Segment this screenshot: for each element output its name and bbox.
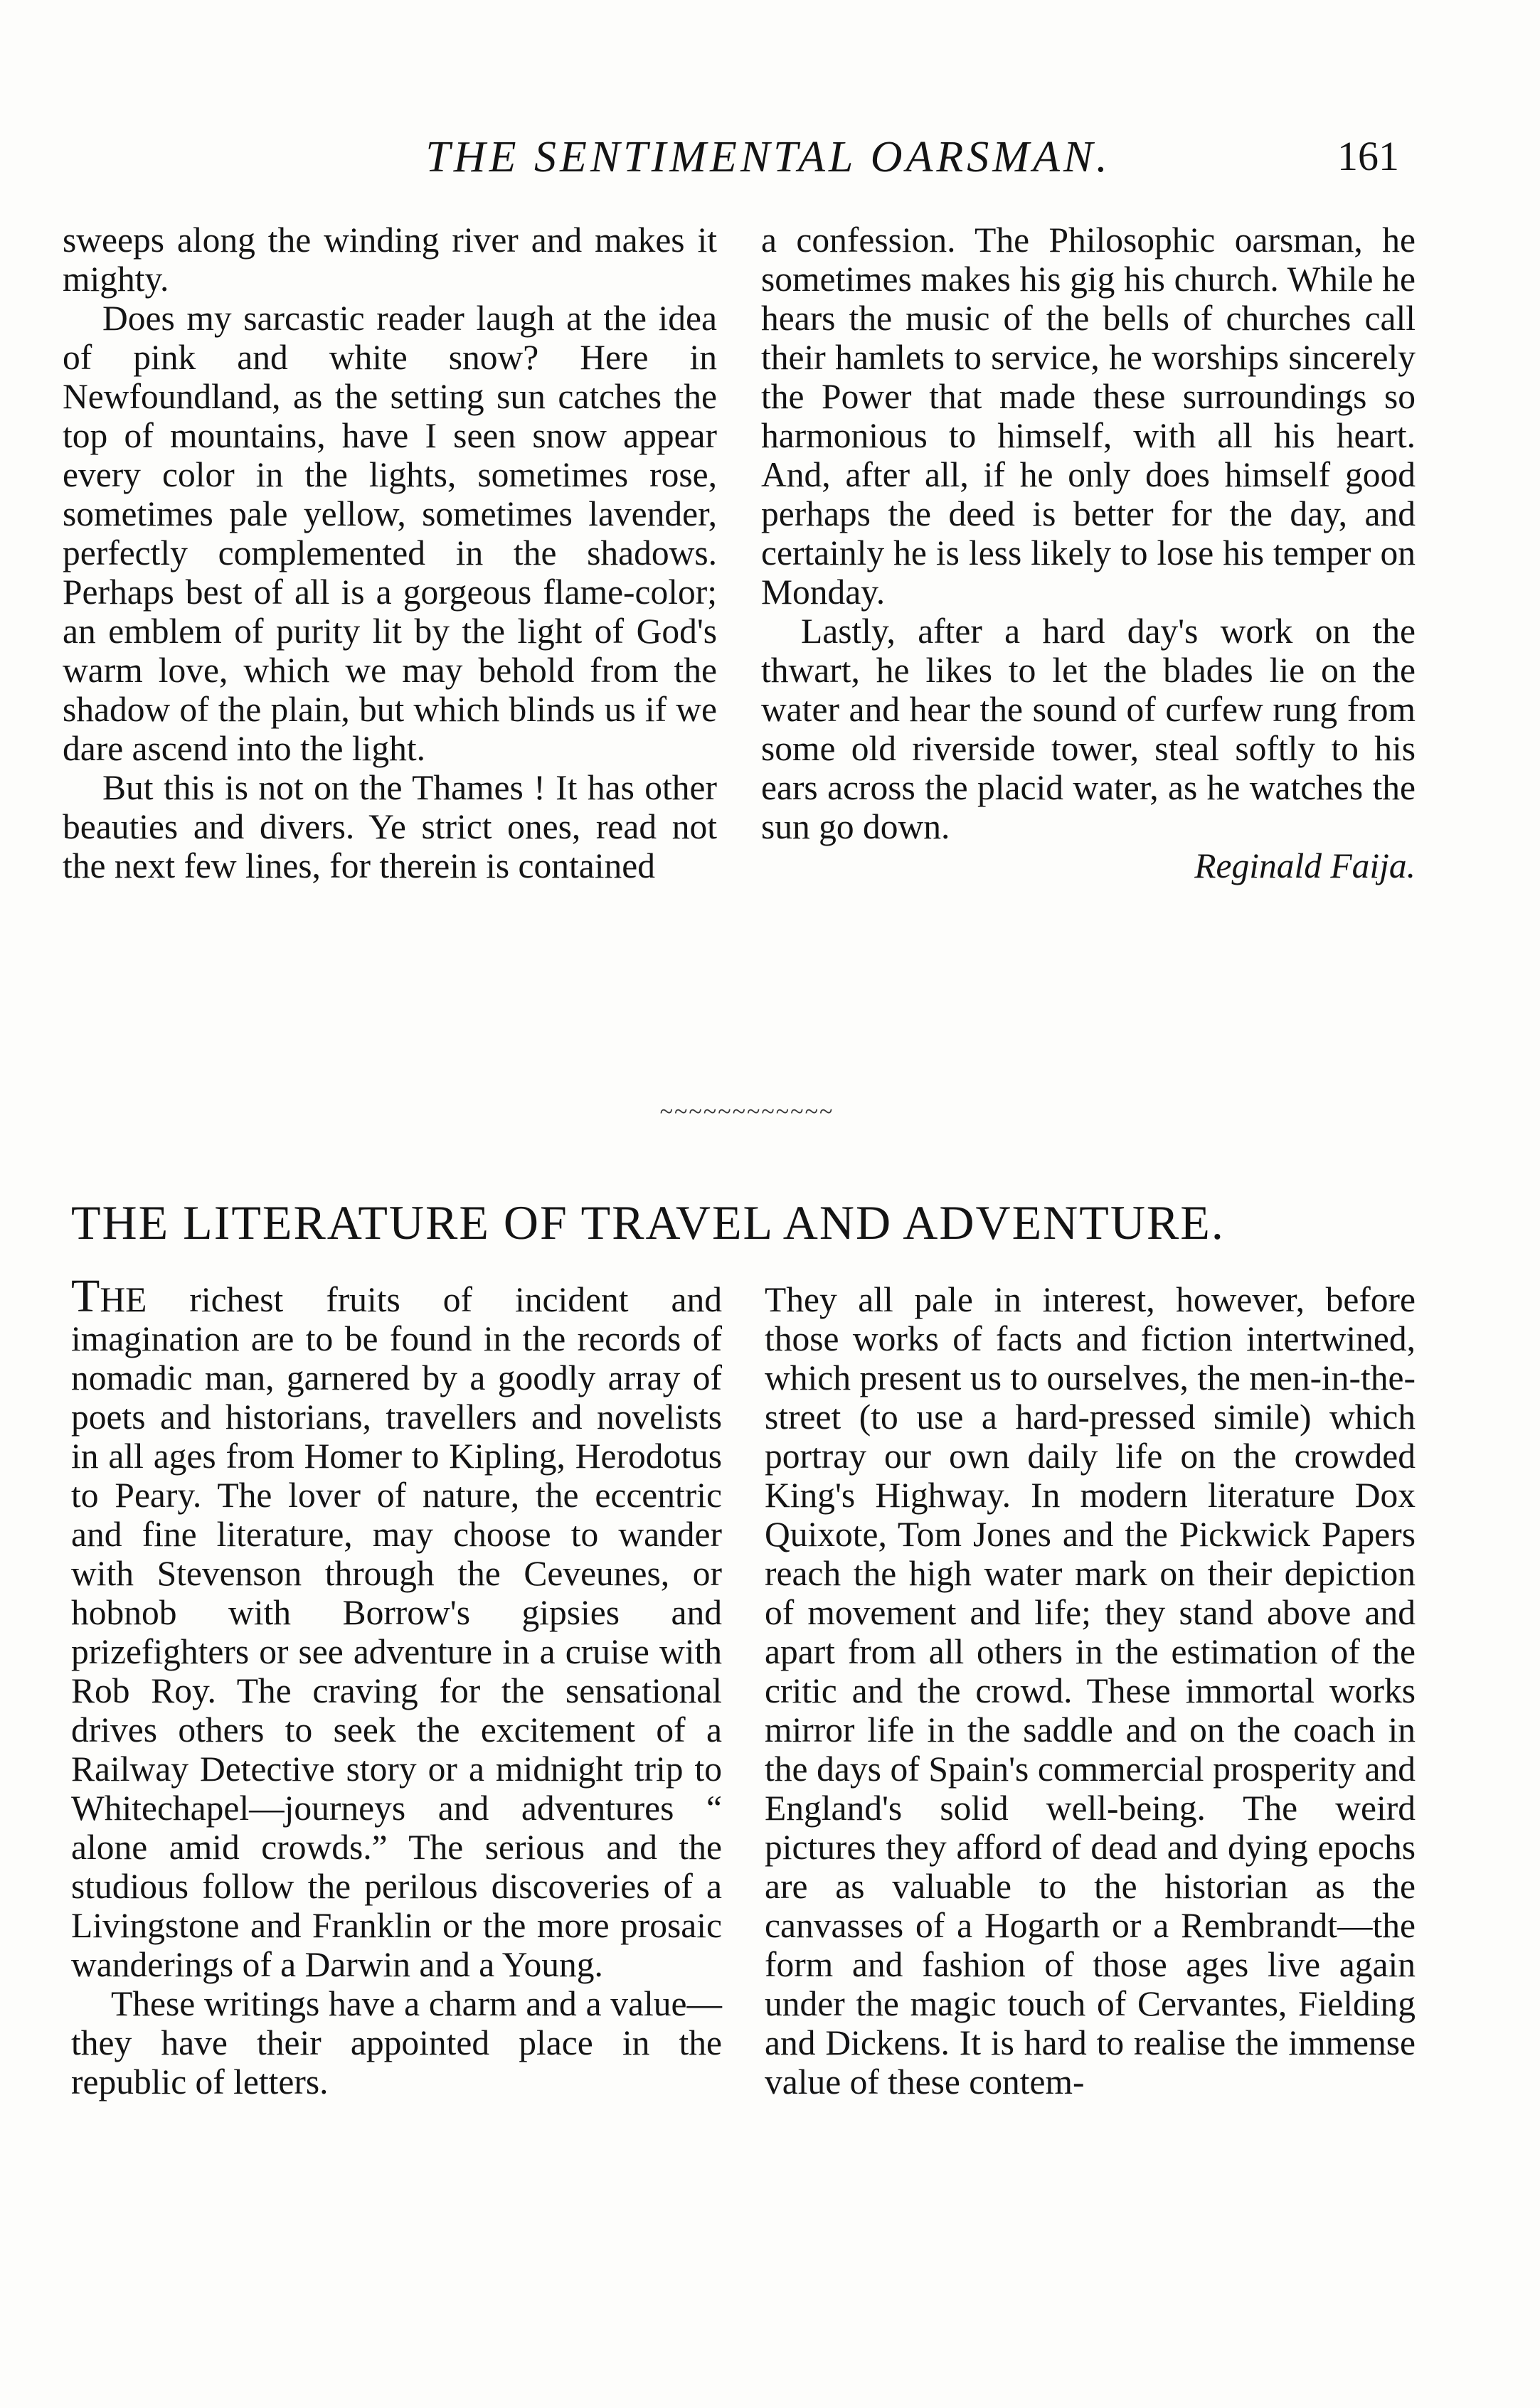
paragraph: Does my sarcastic reader laugh at the idea of pink and white snow? Here in Newfoundland, as the setting sun catches the top of mountains, have I seen snow appear every color in the lights, sometimes rose, sometimes pale yellow, sometimes lavender, perfectly complemented in the shadows. Perhaps best of all is a gorgeous flame-color; an emblem of purity lit by the light of God's warm love, which we may behold from the shadow of the plain, but which blinds us if we dare ascend into the light.: [63, 299, 717, 768]
paragraph: These writings have a charm and a value—they have their appointed place in the republic of letters.: [71, 1984, 722, 2101]
paragraph: a confession. The Philosophic oarsman, he sometimes makes his gig his church. While he hears the music of the bells of churches call their hamlets to service, he worships sincerely the Power that made these surroundings so harmonious to himself, with all his heart. And, after all, if he only does himself good perhaps the deed is better for the day, and certainly he is less likely to lose his temper on Monday.: [761, 220, 1416, 612]
page-header: [0, 132, 1540, 196]
article-left-column: [71, 1270, 722, 2101]
paragraph: They all pale in interest, however, before those works of facts and fiction intertwined, which present us to ourselves, the men-in-the-street (to use a hard-pressed simile) which portray our own daily life on the crowded King's Highway. In modern literature Dox Quixote, Tom Jones and the Pickwick Papers reach the high water mark on their depiction of movement and life; they stand above and apart from all others in the estimation of the critic and the crowd. These immortal works mirror life in the saddle and on the coach in the days of Spain's commercial prosperity and England's solid well-being. The weird pictures they afford of dead and dying epochs are as valuable to the historian as the canvasses of a Hogarth or a Rembrandt—the form and fashion of those ages live again under the magic touch of Cervantes, Fielding and Dickens. It is hard to realise the immense value of these contem-: [765, 1280, 1416, 2101]
author-signature: Reginald Faija.: [1194, 846, 1416, 885]
article-title: THE LITERATURE OF TRAVEL AND ADVENTURE.: [71, 1195, 1225, 1250]
prev-article-right-column: [761, 220, 1416, 885]
section-divider-ornament: ~~~~~~~~~~~~: [659, 1099, 834, 1125]
drop-cap: T: [71, 1270, 100, 1322]
article-right-column: [765, 1280, 1416, 2101]
paragraph: But this is not on the Thames ! It has other beauties and divers. Ye strict ones, read not the next few lines, for therein is contained: [63, 768, 717, 885]
paragraph: [71, 1270, 722, 1984]
page-number: 161: [1337, 133, 1399, 179]
running-title: THE SENTIMENTAL OARSMAN.: [425, 133, 1111, 181]
prev-article-left-column: [63, 220, 717, 885]
paragraph-text: HE richest fruits of incident and imagination are to be found in the records of nomadic man, garnered by a goodly array of poets and historians, travellers and novelists in all ages from Homer to Kipling, Herodotus to Peary. The lover of nature, the eccentric and fine literature, may choose to wander with Stevenson through the Ceveunes, or hobnob with Borrow's gipsies and prizefighters or see adventure in a cruise with Rob Roy. The craving for the sensational drives others to seek the excitement of a Railway Detective story or a midnight trip to Whitechapel—journeys and adventures “ alone amid crowds.” The serious and the studious follow the perilous discoveries of a Livingstone and Franklin or the more prosaic wanderings of a Darwin and a Young.: [71, 1280, 722, 1984]
paragraph: Lastly, after a hard day's work on the thwart, he likes to let the blades lie on the water and hear the sound of curfew rung from some old riverside tower, steal softly to his ears across the placid water, as he watches the sun go down.: [761, 612, 1416, 846]
paragraph: sweeps along the winding river and makes it mighty.: [63, 220, 717, 299]
